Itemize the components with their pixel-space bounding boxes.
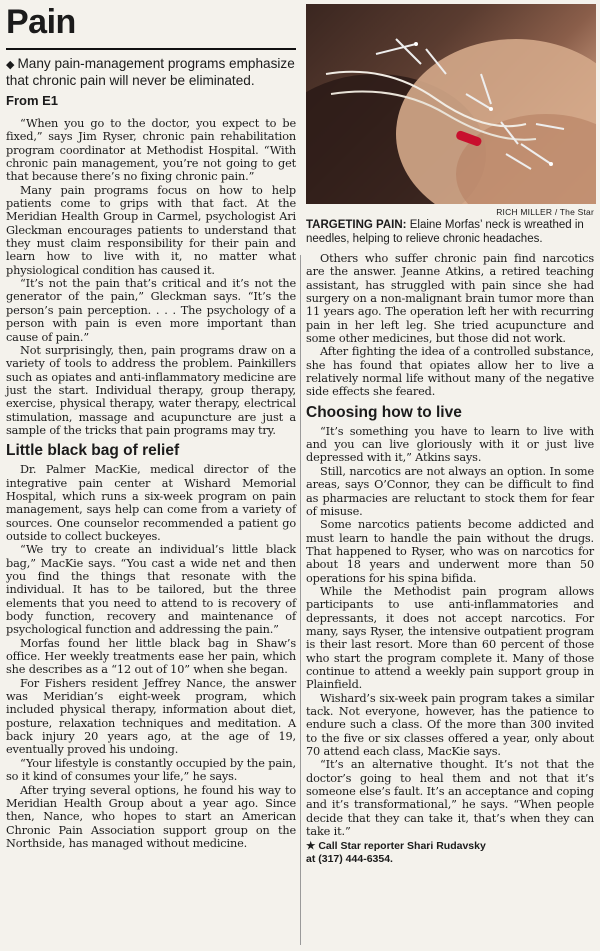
photo-caption [306,218,594,246]
caption-label: TARGETING PAIN: [306,219,407,231]
paragraph: For Fishers resident Jeffrey Nance, the answer was Meridian’s eight-week program, which included physical therapy, information about diet, posture, relaxation techniques and meditation. A back injury 20 years ago, at the age of 19, eventually proved his undoing. [6,676,296,757]
paragraph: Others who suffer chronic pain find narcotics are the answer. Jeanne Atkins, a retired teaching assistant, has struggled with pain since she had surgery on a non-malignant brain tumor more than 11 years ago. The operation left her with recurring pain in her left leg. She tried acupuncture and some other medicines, but those did not work. [306,252,594,346]
article-deck [6,56,296,89]
section-heading-choosing-how-to-live: Choosing how to live [306,403,462,421]
paragraph: Dr. Palmer MacKie, medical director of the integrative pain center at Wishard Memorial Hospital, which runs a six-week program on pain management, says help can come from a variety of sources. One counselor recommended a patient go outside to collect buckeyes. [6,463,296,543]
left-column [6,0,296,850]
contact-line-1: ★ Call Star reporter Shari Rudavsky [306,840,486,853]
contact-line-2: at (317) 444-6354. [306,853,393,866]
deck-text: Many pain-management programs emphasize that chronic pain will never be eliminated. [6,56,295,88]
paragraph: Some narcotics patients become addicted and must learn to handle the pain without the drugs. That happened to Ryser, who was on narcotics for about 18 years and underwent more than 50 operations for his spina bifida. [306,518,594,585]
paragraph: “We try to create an individual’s little black bag,” MacKie says. “You cast a wide net and then you find the things that resonate with the individual. It has to be tailored, but the three elements that you need to attend to is recovery of body function, recovery and maintenance of psychological function and addressing the pain.” [6,543,296,637]
diamond-bullet-icon: ◆ [6,59,15,71]
right-column [306,0,594,866]
photo-credit: RICH MILLER / The Star [496,207,594,217]
paragraph: “Your lifestyle is constantly occupied by the pain, so it kind of consumes your life,” he says. [6,756,296,784]
paragraph: “When you go to the doctor, you expect to be fixed,” says Jim Ryser, chronic pain rehabilitation program coordinator at Methodist Hospital. “With chronic pain management, you’re not going to get that because there’s no fixing chronic pain.” [6,117,296,184]
paragraph: Wishard’s six-week pain program takes a similar tack. Not everyone, however, has the patience to endure such a class. Of the more than 300 invited to the five or six classes offered a year, only about 70 attend each class, MacKie says. [306,691,594,759]
section-heading-little-black-bag: Little black bag of relief [6,442,180,460]
headline-rule [6,48,296,50]
jump-line: From E1 [6,93,59,108]
paragraph: Many pain programs focus on how to help patients come to grips with that fact. At the Meridian Health Group in Carmel, psychologist Ari Gleckman encourages patients to understand that they must claim responsibility for their pain and learn how to live with it, no matter what physiological condition has caused it. [6,183,296,277]
paragraph: While the Methodist pain program allows participants to use anti-inflammatories and depressants, it does not accept narcotics. For many, says Ryser, the intensive outpatient program is their last resort. More than 60 percent of those who start the program complete it. Many of those continue to attend a weekly pain support group in Plainfield. [306,584,594,692]
acupuncture-photo [306,4,596,204]
paragraph: Morfas found her little black bag in Shaw’s office. Her weekly treatments ease her pain, which she describes as a “12 out of 10” when she began. [6,636,296,677]
paragraph: Still, narcotics are not always an option. In some areas, says O’Connor, they can be difficult to find as pharmacies are reluctant to stock them for fear of misuse. [306,464,594,518]
paragraph: “It’s not the pain that’s critical and it’s not the generator of the pain,” Gleckman says. “It’s the person’s pain perception. . . . The psychology of a person with pain is even more important than cause of pain.” [6,277,296,344]
paragraph: “It’s an alternative thought. It’s not that the doctor’s going to heal them and not that it’s someone else’s fault. It’s an acceptance and coping and it’s transformational,” he says. “When people decide that they can take it, that’s when they can take it.” [306,758,594,839]
caption-text: Elaine Morfas’ neck is wreathed in needles, helping to relieve chronic headaches. [306,219,584,245]
paragraph: Not surprisingly, then, pain programs draw on a variety of tools to address the problem. Painkillers such as opiates and anti-inflammatory medicine are just the start. Individual therapy, group therapy, exercise, physical therapy, water therapy, electrical stimulation, massage and acupuncture are just a sample of the tricks that pain programs may try. [6,343,296,437]
article-headline: Pain [6,3,76,41]
acupuncture-photo-illustration [306,4,596,204]
paragraph: After trying several options, he found his way to Meridian Health Group about a year ago. Since then, Nance, who hopes to start an American Chronic Pain Association support group on the Northside, has managed without medicine. [6,783,296,850]
reporter-contact [306,840,594,866]
column-divider [300,255,301,945]
paragraph: After fighting the idea of a controlled substance, she has found that opiates allow her to live a relatively normal life without many of the negative side effects she feared. [306,345,594,399]
paragraph: “It’s something you have to learn to live with and you can live gloriously with it or just live depressed with it,” Atkins says. [306,424,594,465]
